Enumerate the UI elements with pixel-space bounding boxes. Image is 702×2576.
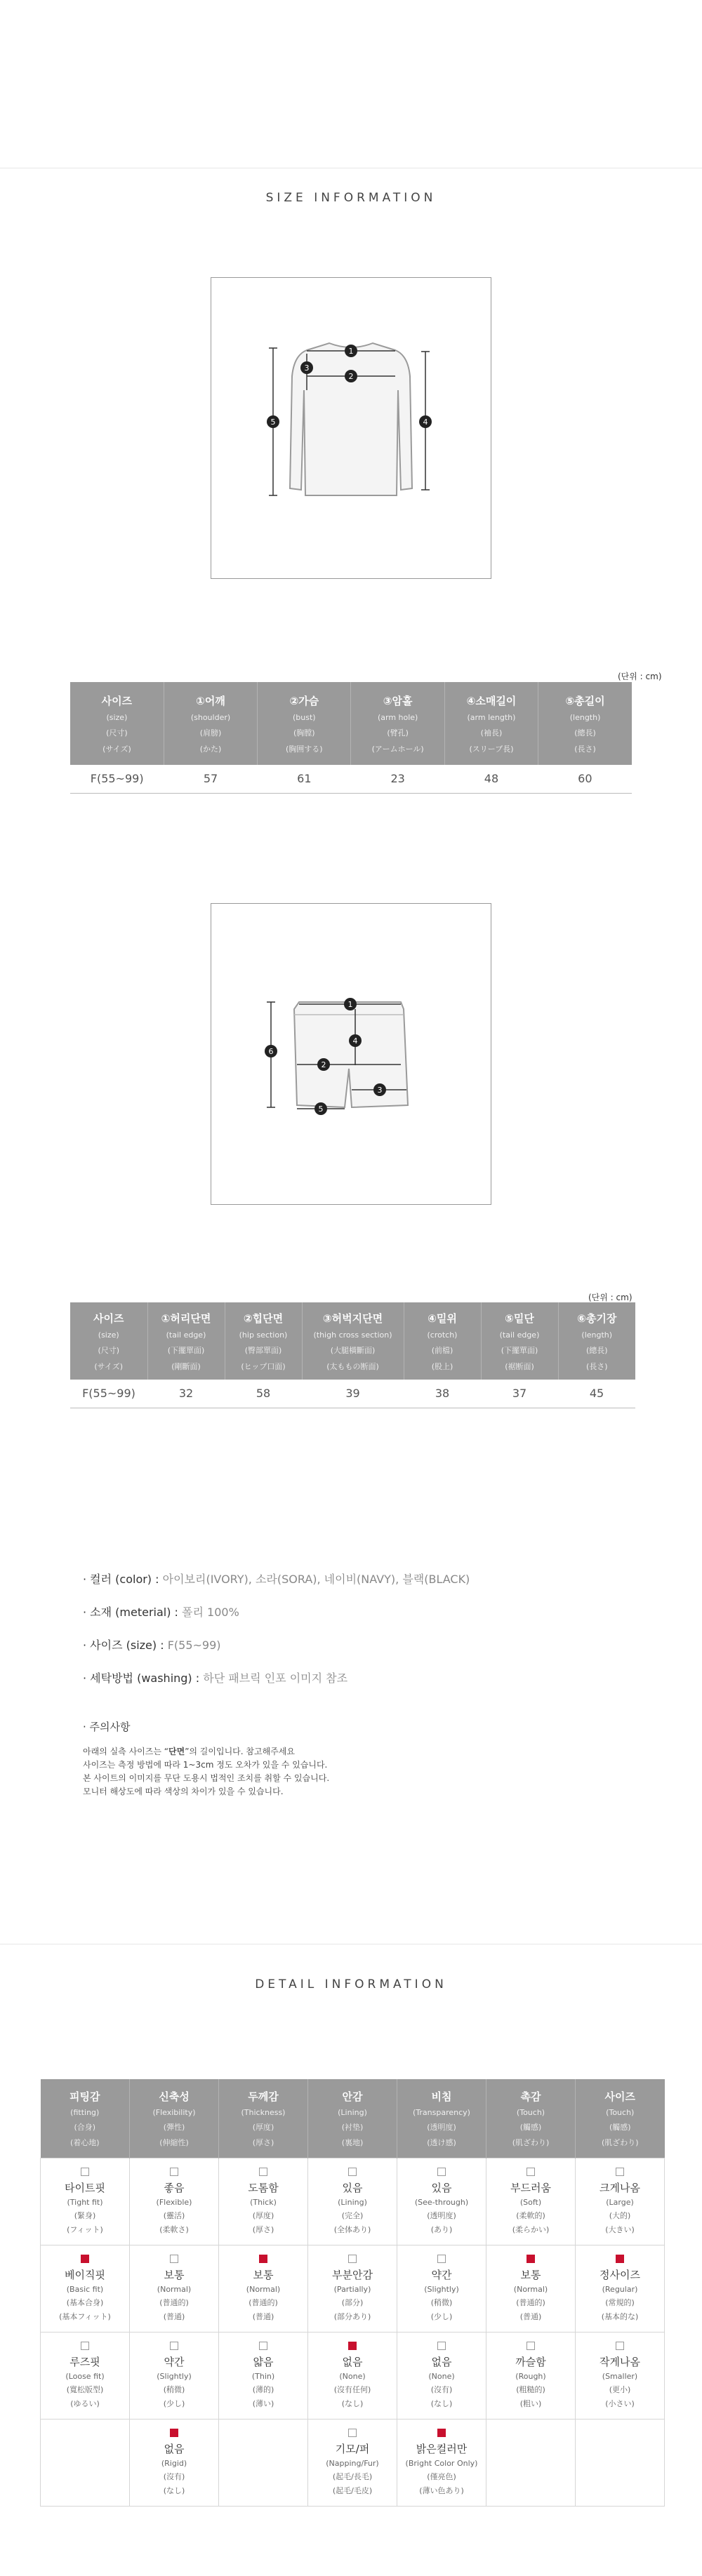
unchecked-box-icon <box>437 2168 446 2176</box>
detail-option-label: (Lining) <box>338 2198 367 2207</box>
unchecked-box-icon <box>81 2342 89 2350</box>
detail-option-label: (Soft) <box>519 2198 542 2207</box>
detail-option-label: (沒有) <box>430 2385 453 2394</box>
detail-option-label: (なし) <box>430 2399 453 2408</box>
bottom-header-col: 사이즈 (size) (尺寸) (サイズ) <box>70 1302 147 1380</box>
unchecked-box-icon <box>616 2168 624 2176</box>
top-header-col: ①어깨 (shoulder) (肩膀) (かた) <box>164 682 257 765</box>
top-header-col: ②가슴 (bust) (胸膛) (胸囲する) <box>258 682 351 765</box>
table-row <box>41 2158 665 2245</box>
marker-3: 3 <box>304 363 310 373</box>
detail-option <box>399 2168 484 2235</box>
detail-option-label: 보통 <box>520 2269 541 2281</box>
checked-box-icon <box>259 2255 267 2263</box>
detail-option-label: (Slightly) <box>157 2372 192 2381</box>
unchecked-box-icon <box>170 2255 178 2263</box>
detail-cell <box>219 2158 308 2245</box>
bottom-header-col: ⑤밑단 (tail edge) (下擺單面) (裾断面) <box>481 1302 558 1380</box>
detail-cell <box>486 2419 576 2506</box>
notice-line: 모니터 해상도에 따라 색상의 차이가 있을 수 있습니다. <box>83 1787 284 1796</box>
detail-option-label: (Partially) <box>333 2285 371 2294</box>
unchecked-box-icon <box>259 2168 267 2176</box>
bottom-size-table <box>70 1302 635 1408</box>
detail-option <box>577 2168 663 2235</box>
detail-cell <box>41 2158 130 2245</box>
detail-option-label: (普通的) <box>159 2298 189 2307</box>
table-row <box>41 2332 665 2419</box>
detail-header-col: 두께감 (Thickness) (厚度) (厚さ) <box>219 2079 308 2158</box>
detail-option-label: 보통 <box>164 2269 185 2281</box>
detail-option-label: (Basic fit) <box>66 2285 104 2294</box>
detail-option-label: (稍微) <box>430 2298 453 2307</box>
detail-option-label: (普通的) <box>249 2298 278 2307</box>
detail-option-label: (起毛/毛皮) <box>332 2486 373 2495</box>
detail-header-col: 사이즈 (Touch) (觸感) (肌ざわり) <box>576 2079 665 2158</box>
detail-option-label: (Smaller) <box>602 2372 638 2381</box>
detail-option-label: (部分あり) <box>333 2312 371 2321</box>
shorts-diagram <box>211 903 491 1205</box>
detail-option <box>220 2342 306 2409</box>
top-size-table <box>70 682 632 794</box>
marker-2: 2 <box>321 1060 326 1069</box>
detail-option <box>310 2168 395 2235</box>
detail-option-label: 기모/퍼 <box>335 2443 370 2455</box>
detail-header-col: 비침 (Transparency) (透明度) (透け感) <box>397 2079 486 2158</box>
detail-option-label: (常規的) <box>605 2298 635 2307</box>
detail-option-label: (薄い色あり) <box>419 2486 464 2495</box>
detail-option-label: 얇음 <box>253 2356 274 2368</box>
checked-box-icon <box>616 2255 624 2263</box>
notice-title: · 주의사항 <box>83 1721 131 1733</box>
detail-option-label: 없음 <box>164 2443 185 2455</box>
detail-cell <box>41 2419 130 2506</box>
marker-6: 6 <box>268 1047 274 1056</box>
unchecked-box-icon <box>81 2168 89 2176</box>
detail-option-label: 보통 <box>253 2269 274 2281</box>
marker-2: 2 <box>348 372 354 381</box>
checked-box-icon <box>81 2255 89 2263</box>
notice-line: 사이즈는 측정 방법에 따라 1~3cm 정도 오차가 있을 수 있습니다. <box>83 1760 328 1770</box>
info-size: · 사이즈 (size) : F(55~99) <box>83 1639 221 1652</box>
marker-1: 1 <box>348 347 354 356</box>
detail-option <box>131 2342 217 2409</box>
table-row: F(55~99) 32 58 39 38 37 45 <box>70 1380 635 1408</box>
detail-option <box>488 2342 574 2409</box>
detail-option-label: (少し) <box>430 2312 453 2321</box>
detail-option-label: 부드러움 <box>510 2182 551 2194</box>
detail-option-label: (寬松版型) <box>66 2385 104 2394</box>
detail-option-label: (少し) <box>163 2399 185 2408</box>
detail-cell <box>130 2158 219 2245</box>
detail-option-label: (更小) <box>609 2385 631 2394</box>
unchecked-box-icon <box>526 2342 535 2350</box>
marker-5: 5 <box>318 1105 324 1114</box>
marker-4: 4 <box>352 1036 358 1046</box>
detail-option-label: (柔軟さ) <box>159 2225 189 2234</box>
info-color: · 컬러 (color) : 아이보리(IVORY), 소라(SORA), 네이비(NAVY), 블랙(BLACK) <box>83 1573 470 1586</box>
detail-option <box>399 2429 484 2496</box>
detail-option <box>310 2255 395 2322</box>
top-header-col: ⑤총길이 (length) (總長) (長さ) <box>538 682 632 765</box>
detail-option <box>42 2168 128 2235</box>
detail-option-label: (薄的) <box>252 2385 274 2394</box>
detail-cell <box>41 2332 130 2419</box>
detail-option-label: (Normal) <box>513 2285 548 2294</box>
detail-option <box>310 2429 395 2496</box>
detail-option-label: 타이트핏 <box>65 2182 105 2194</box>
detail-cell <box>576 2245 665 2332</box>
detail-option-label: 있음 <box>431 2182 452 2194</box>
bottom-header-col: ⑥총기장 (length) (總長) (長さ) <box>558 1302 635 1380</box>
info-material: · 소재 (meterial) : 폴리 100% <box>83 1606 239 1619</box>
bottom-header-col: ①허리단면 (tail edge) (下擺單面) (剛斷面) <box>147 1302 225 1380</box>
detail-option-label: (基本的な) <box>601 2312 639 2321</box>
unchecked-box-icon <box>170 2168 178 2176</box>
detail-option-label: (Thick) <box>250 2198 277 2207</box>
detail-option-label: (緊身) <box>74 2211 96 2220</box>
detail-option-label: (Large) <box>606 2198 634 2207</box>
size-info-title: SIZE INFORMATION <box>265 191 437 205</box>
detail-option-label: (なし) <box>163 2486 185 2495</box>
detail-option <box>310 2342 395 2409</box>
detail-option <box>577 2255 663 2322</box>
detail-option-label: (普通) <box>519 2312 542 2321</box>
unchecked-box-icon <box>348 2429 357 2437</box>
detail-option-label: (Rigid) <box>161 2459 187 2468</box>
detail-option-label: 없음 <box>342 2356 363 2368</box>
detail-option-label: (普通) <box>163 2312 185 2321</box>
detail-option-label: (None) <box>428 2372 455 2381</box>
detail-header-col: 촉감 (Touch) (觸感) (肌ざわり) <box>486 2079 576 2158</box>
unchecked-box-icon <box>348 2168 357 2176</box>
detail-cell <box>486 2158 576 2245</box>
detail-option-label: (Slightly) <box>424 2285 459 2294</box>
detail-cell <box>397 2419 486 2506</box>
checked-box-icon <box>437 2429 446 2437</box>
detail-option-label: (大的) <box>609 2211 631 2220</box>
detail-cell <box>41 2245 130 2332</box>
detail-option-label: (起毛/長毛) <box>332 2472 373 2481</box>
detail-cell <box>576 2332 665 2419</box>
top-header-col: 사이즈 (size) (尺寸) (サイズ) <box>70 682 164 765</box>
table-row <box>41 2419 665 2506</box>
detail-cell <box>130 2332 219 2419</box>
detail-cell <box>219 2245 308 2332</box>
detail-cell <box>130 2245 219 2332</box>
bottom-header-col: ③허벅지단면 (thigh cross section) (大腿橫斷面) (太ももの断面) <box>302 1302 404 1380</box>
detail-option-label: (基本フィット) <box>59 2312 111 2321</box>
detail-option-label: (柔軟的) <box>516 2211 545 2220</box>
detail-option <box>131 2168 217 2235</box>
unchecked-box-icon <box>526 2168 535 2176</box>
sweater-illustration <box>211 278 491 578</box>
checked-box-icon <box>526 2255 535 2263</box>
checked-box-icon <box>348 2342 357 2350</box>
notice-block <box>83 1721 329 1798</box>
detail-option <box>42 2342 128 2409</box>
detail-option-label: 까슬함 <box>515 2356 546 2368</box>
detail-header-col: 안감 (Lining) (衬垫) (裏地) <box>308 2079 397 2158</box>
bottom-header-col: ②힙단면 (hip section) (臀部單面) (ヒップ口面) <box>225 1302 302 1380</box>
detail-option-label: (Rough) <box>515 2372 546 2381</box>
detail-option <box>131 2255 217 2322</box>
detail-option <box>399 2342 484 2409</box>
detail-option-label: 베이직핏 <box>65 2269 105 2281</box>
detail-cell <box>219 2419 308 2506</box>
table-row <box>41 2245 665 2332</box>
unchecked-box-icon <box>437 2342 446 2350</box>
detail-cell <box>486 2245 576 2332</box>
shorts-illustration <box>211 904 491 1204</box>
detail-option-label: 밝은컬러만 <box>416 2443 468 2455</box>
detail-cell <box>130 2419 219 2506</box>
detail-option-label: (薄い) <box>252 2399 274 2408</box>
detail-info-title: DETAIL INFORMATION <box>255 1977 447 1991</box>
detail-option <box>220 2255 306 2322</box>
info-washing: · 세탁방법 (washing) : 하단 패브릭 인포 이미지 참조 <box>83 1671 348 1685</box>
marker-4: 4 <box>423 418 428 427</box>
detail-option-label: (Normal) <box>157 2285 192 2294</box>
detail-option-label: (透明度) <box>427 2211 456 2220</box>
detail-cell <box>219 2332 308 2419</box>
detail-cell <box>308 2419 397 2506</box>
detail-header-col: 피팅감 (fitting) (合身) (着心地) <box>41 2079 130 2158</box>
detail-option <box>488 2255 574 2322</box>
detail-option-label: (フィット) <box>67 2225 103 2234</box>
detail-option-label: (全体あり) <box>333 2225 371 2234</box>
detail-option-label: (Regular) <box>602 2285 638 2294</box>
detail-option-label: (沒有) <box>163 2472 185 2481</box>
detail-option-label: 크게나옴 <box>600 2182 640 2194</box>
detail-option-label: 도톰함 <box>248 2182 279 2194</box>
detail-cell <box>397 2158 486 2245</box>
detail-option <box>220 2168 306 2235</box>
detail-option-label: (厚さ) <box>252 2225 274 2234</box>
detail-option-label: 약간 <box>431 2269 452 2281</box>
detail-option-label: 정사이즈 <box>600 2269 640 2281</box>
notice-line: 아래의 실측 사이즈는 “단면”의 길이입니다. 참고해주세요 <box>83 1747 295 1756</box>
detail-cell <box>397 2245 486 2332</box>
detail-option <box>399 2255 484 2322</box>
detail-option-label: 작게나옴 <box>600 2356 640 2368</box>
detail-option <box>42 2255 128 2322</box>
notice-line: 본 사이트의 이미지를 무단 도용시 법적인 조치를 취할 수 있습니다. <box>83 1773 330 1783</box>
unchecked-box-icon <box>348 2255 357 2263</box>
detail-option-label: 루즈핏 <box>69 2356 100 2368</box>
detail-option-label: (柔らかい) <box>512 2225 550 2234</box>
detail-option-label: (小さい) <box>605 2399 635 2408</box>
unit-label-bottom: (단위 : cm) <box>588 1293 633 1302</box>
detail-option-label: (Tight fit) <box>67 2198 103 2207</box>
detail-option-label: (あり) <box>430 2225 453 2234</box>
unchecked-box-icon <box>437 2255 446 2263</box>
detail-option-label: (部分) <box>341 2298 364 2307</box>
detail-cell <box>576 2419 665 2506</box>
detail-option-label: (Flexible) <box>156 2198 192 2207</box>
detail-option-label: (普通的) <box>516 2298 545 2307</box>
top-diagram <box>211 277 491 579</box>
detail-option-label: (Bright Color Only) <box>405 2459 478 2468</box>
detail-cell <box>308 2158 397 2245</box>
detail-option-label: (粗糙的) <box>516 2385 545 2394</box>
detail-option-label: (なし) <box>341 2399 364 2408</box>
unchecked-box-icon <box>616 2342 624 2350</box>
product-info-list <box>83 1570 470 1702</box>
top-header-col: ④소매길이 (arm length) (袖長) (スリーブ長) <box>444 682 538 765</box>
detail-cell <box>308 2332 397 2419</box>
detail-option-label: (沒有任何) <box>333 2385 371 2394</box>
detail-option <box>577 2342 663 2409</box>
unit-label-top: (단위 : cm) <box>618 672 662 681</box>
detail-option <box>488 2168 574 2235</box>
detail-option-label: (普通) <box>252 2312 274 2321</box>
detail-option-label: (粗い) <box>519 2399 542 2408</box>
detail-option-label: (大きい) <box>605 2225 635 2234</box>
detail-table <box>40 2079 665 2507</box>
marker-5: 5 <box>270 418 276 427</box>
top-header-col: ③암홀 (arm hole) (臂孔) (アームホール) <box>351 682 444 765</box>
detail-option-label: (基本合身) <box>66 2298 104 2307</box>
detail-option-label: (僅亮色) <box>427 2472 456 2481</box>
detail-option-label: (厚度) <box>252 2211 274 2220</box>
detail-option-label: (See-through) <box>414 2198 469 2207</box>
detail-option-label: 없음 <box>431 2356 452 2368</box>
detail-cell <box>486 2332 576 2419</box>
detail-option <box>131 2429 217 2496</box>
detail-option-label: 약간 <box>164 2356 185 2368</box>
detail-option-label: 있음 <box>342 2182 363 2194</box>
detail-option-label: 부분안감 <box>332 2269 373 2281</box>
detail-cell <box>308 2245 397 2332</box>
unchecked-box-icon <box>170 2342 178 2350</box>
detail-option-label: (靈活) <box>163 2211 185 2220</box>
detail-option-label: (稍微) <box>163 2385 185 2394</box>
detail-option-label: (Napping/Fur) <box>326 2459 379 2468</box>
detail-option-label: (ゆるい) <box>70 2399 100 2408</box>
detail-option-label: 좋음 <box>164 2182 185 2194</box>
detail-option-label: (完全) <box>341 2211 364 2220</box>
table-row: F(55~99) 57 61 23 48 60 <box>70 765 632 793</box>
detail-header-col: 신축성 (Flexibility) (彈性) (伸縮性) <box>130 2079 219 2158</box>
bottom-header-col: ④밑위 (crotch) (前檔) (股上) <box>404 1302 481 1380</box>
detail-option-label: (Normal) <box>246 2285 281 2294</box>
checked-box-icon <box>170 2429 178 2437</box>
unchecked-box-icon <box>259 2342 267 2350</box>
detail-option-label: (Loose fit) <box>65 2372 105 2381</box>
marker-1: 1 <box>347 1000 353 1009</box>
detail-cell <box>397 2332 486 2419</box>
detail-cell <box>576 2158 665 2245</box>
marker-3: 3 <box>377 1086 383 1095</box>
detail-option-label: (None) <box>339 2372 366 2381</box>
detail-option-label: (Thin) <box>251 2372 275 2381</box>
